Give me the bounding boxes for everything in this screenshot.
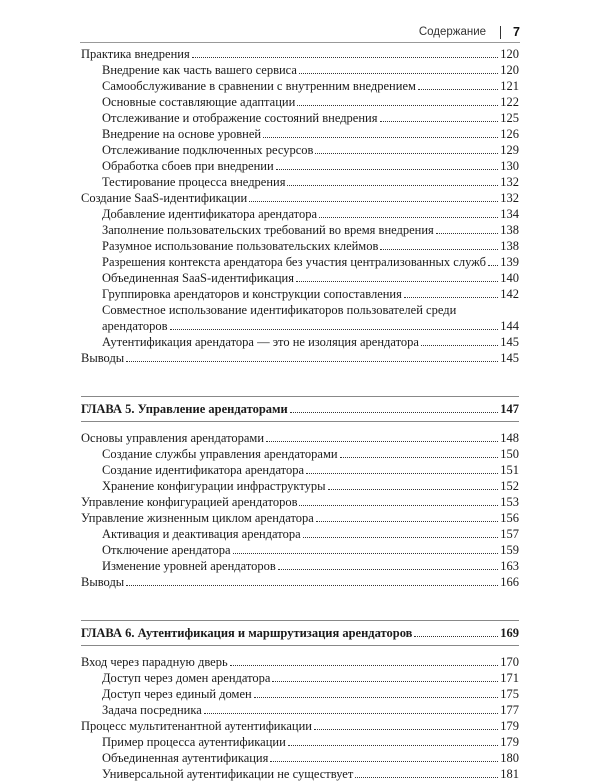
toc-entry-page: 140: [500, 271, 519, 285]
toc-entry-page: 150: [500, 447, 519, 461]
toc-entry-title: Вход через парадную дверь: [81, 655, 228, 669]
dot-leader: [287, 185, 498, 186]
dot-leader: [421, 345, 498, 346]
toc-entry[interactable]: [81, 686, 519, 702]
chapter-page: 147: [500, 402, 519, 416]
dot-leader: [270, 761, 498, 762]
toc-block-chapter5: [81, 430, 519, 590]
dot-leader: [126, 585, 498, 586]
dot-leader: [249, 201, 498, 202]
toc-entry[interactable]: [81, 702, 519, 718]
toc-entry[interactable]: [81, 510, 519, 526]
toc-entry-title: Тестирование процесса внедрения: [102, 175, 286, 189]
dot-leader: [314, 729, 498, 730]
running-header: [80, 22, 520, 43]
toc-entry[interactable]: [81, 78, 519, 94]
toc-entry-page: 120: [500, 63, 519, 77]
dot-leader: [254, 697, 499, 698]
dot-leader: [418, 89, 498, 90]
dot-leader: [316, 521, 498, 522]
chapter-title: ГЛАВА 6. Аутентификация и маршрутизация арендаторов: [81, 626, 413, 640]
header-page-number: 7: [513, 25, 520, 39]
dot-leader: [296, 281, 498, 282]
toc-entry-page: 132: [500, 191, 519, 205]
toc-entry-page: 163: [500, 559, 519, 573]
toc-entry[interactable]: [81, 334, 519, 350]
toc-entry[interactable]: [81, 670, 519, 686]
toc-entry[interactable]: [81, 254, 519, 270]
dot-leader: [297, 105, 498, 106]
toc-entry-page: 139: [500, 255, 519, 269]
toc-entry-page: 179: [500, 735, 519, 749]
toc-entry-title: Внедрение на основе уровней: [102, 127, 262, 141]
toc-entry-title: Доступ через единый домен: [102, 687, 252, 701]
toc-entry[interactable]: [81, 222, 519, 238]
toc-entry-page: 145: [500, 351, 519, 365]
toc-entry-title: Аутентификация арендатора — это не изоляция арендатора: [102, 335, 419, 349]
toc-entry[interactable]: [81, 286, 519, 302]
toc-entry[interactable]: [81, 158, 519, 174]
toc-entry[interactable]: [81, 542, 519, 558]
dot-leader: [126, 361, 498, 362]
toc-entry[interactable]: [81, 494, 519, 510]
dot-leader: [355, 777, 498, 778]
chapter-title: ГЛАВА 5. Управление арендаторами: [81, 402, 288, 416]
toc-entry-title: Добавление идентификатора арендатора: [102, 207, 318, 221]
dot-leader: [315, 153, 498, 154]
toc-entry-title: Изменение уровней арендаторов: [102, 559, 276, 573]
dot-leader: [192, 57, 499, 58]
toc-entry[interactable]: [81, 94, 519, 110]
toc-entry-title: Управление жизненным циклом арендатора: [81, 511, 314, 525]
toc-entry-page: 129: [500, 143, 519, 157]
toc-entry-page: 138: [500, 223, 519, 237]
toc-entry-title: Обработка сбоев при внедрении: [102, 159, 274, 173]
dot-leader: [299, 505, 498, 506]
toc-entry-title: Практика внедрения: [81, 47, 190, 61]
toc-entry[interactable]: [81, 270, 519, 286]
toc-entry-title: Выводы: [81, 351, 125, 365]
chapter-divider: [81, 396, 519, 397]
toc-entry-title: Отключение арендатора: [102, 543, 231, 557]
dot-leader: [204, 713, 498, 714]
toc-entry-page: 122: [500, 95, 519, 109]
toc-entry[interactable]: [81, 174, 519, 190]
toc-entry[interactable]: [81, 446, 519, 462]
toc-entry-title: Разрешения контекста арендатора без участия централизованных служб: [102, 255, 486, 269]
toc-entry-title: Основы управления арендаторами: [81, 431, 265, 445]
toc-entry[interactable]: [81, 206, 519, 222]
dot-leader: [319, 217, 498, 218]
toc-entry-title: Создание идентификатора арендатора: [102, 463, 305, 477]
toc-entry-title: Доступ через домен арендатора: [102, 671, 271, 685]
toc-block-chapter4: [81, 46, 519, 302]
toc-entry-title: Управление конфигурацией арендаторов: [81, 495, 298, 509]
toc-entry-page: 144: [500, 319, 519, 333]
toc-entry-page: 134: [500, 207, 519, 221]
toc-entry-page: 175: [500, 687, 519, 701]
toc-entry-title: Процесс мультитенантной аутентификации: [81, 719, 312, 733]
toc-entry-page: 177: [500, 703, 519, 717]
table-of-contents: [81, 46, 519, 782]
toc-entry-page: 156: [500, 511, 519, 525]
toc-entry-page: 159: [500, 543, 519, 557]
toc-entry[interactable]: [81, 526, 519, 542]
toc-entry-title-line1: Совместное использование идентификаторов пользователей среди: [102, 303, 457, 317]
toc-entry-title: Пример процесса аутентификации: [102, 735, 286, 749]
toc-entry-page: 148: [500, 431, 519, 445]
toc-entry[interactable]: [81, 46, 519, 62]
dot-leader: [170, 329, 499, 330]
dot-leader: [233, 553, 499, 554]
toc-entry-title: Внедрение как часть вашего сервиса: [102, 63, 297, 77]
toc-entry[interactable]: [81, 478, 519, 494]
toc-entry-title: Задача посредника: [102, 703, 202, 717]
toc-entry-page: 132: [500, 175, 519, 189]
toc-entry-title: Основные составляющие адаптации: [102, 95, 296, 109]
toc-entry-page: 120: [500, 47, 519, 61]
dot-leader: [272, 681, 498, 682]
toc-entry-page: 151: [500, 463, 519, 477]
toc-entry[interactable]: [81, 190, 519, 206]
toc-entry-title: Хранение конфигурации инфраструктуры: [102, 479, 326, 493]
toc-entry-page: 153: [500, 495, 519, 509]
toc-entry-page: 181: [500, 767, 519, 781]
dot-leader: [404, 297, 498, 298]
toc-entry-page: 121: [500, 79, 519, 93]
dot-leader: [340, 457, 499, 458]
toc-entry-page: 166: [500, 575, 519, 589]
dot-leader: [288, 745, 498, 746]
toc-entry[interactable]: [81, 654, 519, 670]
chapter-divider: [81, 620, 519, 621]
dot-leader: [278, 569, 498, 570]
toc-block-chapter6: [81, 654, 519, 782]
toc-entry[interactable]: [81, 462, 519, 478]
toc-entry-title: Объединенная SaaS-идентификация: [102, 271, 294, 285]
toc-entry-page: 142: [500, 287, 519, 301]
dot-leader: [306, 473, 498, 474]
toc-entry-title: Создание SaaS-идентификации: [81, 191, 248, 205]
toc-entry[interactable]: [81, 126, 519, 142]
toc-entry-page: 125: [500, 111, 519, 125]
toc-entry-title: Активация и деактивация арендатора: [102, 527, 301, 541]
toc-chapter-5[interactable]: [81, 401, 519, 417]
toc-entry[interactable]: [81, 734, 519, 750]
toc-entry-title-line2: арендаторов: [102, 319, 168, 333]
toc-entry-title: Отслеживание и отображение состояний внедрения: [102, 111, 378, 125]
dot-leader: [299, 73, 498, 74]
toc-entry-title: Разумное использование пользовательских клеймов: [102, 239, 379, 253]
toc-entry-page: 126: [500, 127, 519, 141]
toc-entry[interactable]: [81, 62, 519, 78]
toc-entry[interactable]: [81, 430, 519, 446]
dot-leader: [276, 169, 499, 170]
toc-entry[interactable]: [81, 574, 519, 590]
toc-entry[interactable]: [81, 750, 519, 766]
toc-entry[interactable]: [81, 142, 519, 158]
dot-leader: [266, 441, 498, 442]
dot-leader: [303, 537, 499, 538]
header-section-title: Содержание: [418, 26, 487, 38]
toc-entry[interactable]: [81, 238, 519, 254]
toc-entry-title: Универсальной аутентификации не существует: [102, 767, 354, 781]
chapter-page: 169: [500, 626, 519, 640]
toc-entry-title: Выводы: [81, 575, 125, 589]
toc-entry-title: Самообслуживание в сравнении с внутренним внедрением: [102, 79, 416, 93]
toc-entry[interactable]: [81, 110, 519, 126]
chapter-divider: [81, 645, 519, 654]
dot-leader: [488, 265, 498, 266]
toc-entry-title: Объединенная аутентификация: [102, 751, 269, 765]
toc-entry-title: Заполнение пользовательских требований во время внедрения: [102, 223, 434, 237]
dot-leader: [290, 412, 499, 413]
toc-entry-page: 170: [500, 655, 519, 669]
toc-entry-page: 171: [500, 671, 519, 685]
dot-leader: [263, 137, 498, 138]
toc-entry-title: Отслеживание подключенных ресурсов: [102, 143, 314, 157]
toc-entry-page: 179: [500, 719, 519, 733]
toc-chapter-6[interactable]: [81, 625, 519, 641]
toc-entry[interactable]: [81, 766, 519, 782]
toc-entry-title: Создание службы управления арендаторами: [102, 447, 338, 461]
toc-entry-page: 180: [500, 751, 519, 765]
toc-entry-title: Группировка арендаторов и конструкции сопоставления: [102, 287, 402, 301]
toc-block-chapter4-end: [81, 334, 519, 366]
dot-leader: [380, 249, 498, 250]
dot-leader: [230, 665, 499, 666]
toc-entry[interactable]: [81, 350, 519, 366]
toc-entry[interactable]: [81, 718, 519, 734]
toc-entry-page: 130: [500, 159, 519, 173]
dot-leader: [380, 121, 499, 122]
toc-entry-page: 157: [500, 527, 519, 541]
chapter-divider: [81, 421, 519, 430]
toc-entry-page: 152: [500, 479, 519, 493]
dot-leader: [328, 489, 499, 490]
toc-entry-page: 138: [500, 239, 519, 253]
toc-entry-page: 145: [500, 335, 519, 349]
toc-entry[interactable]: [81, 558, 519, 574]
dot-leader: [436, 233, 498, 234]
header-separator: [500, 26, 501, 39]
dot-leader: [414, 636, 498, 637]
toc-entry-wrapped[interactable]: [81, 302, 519, 334]
